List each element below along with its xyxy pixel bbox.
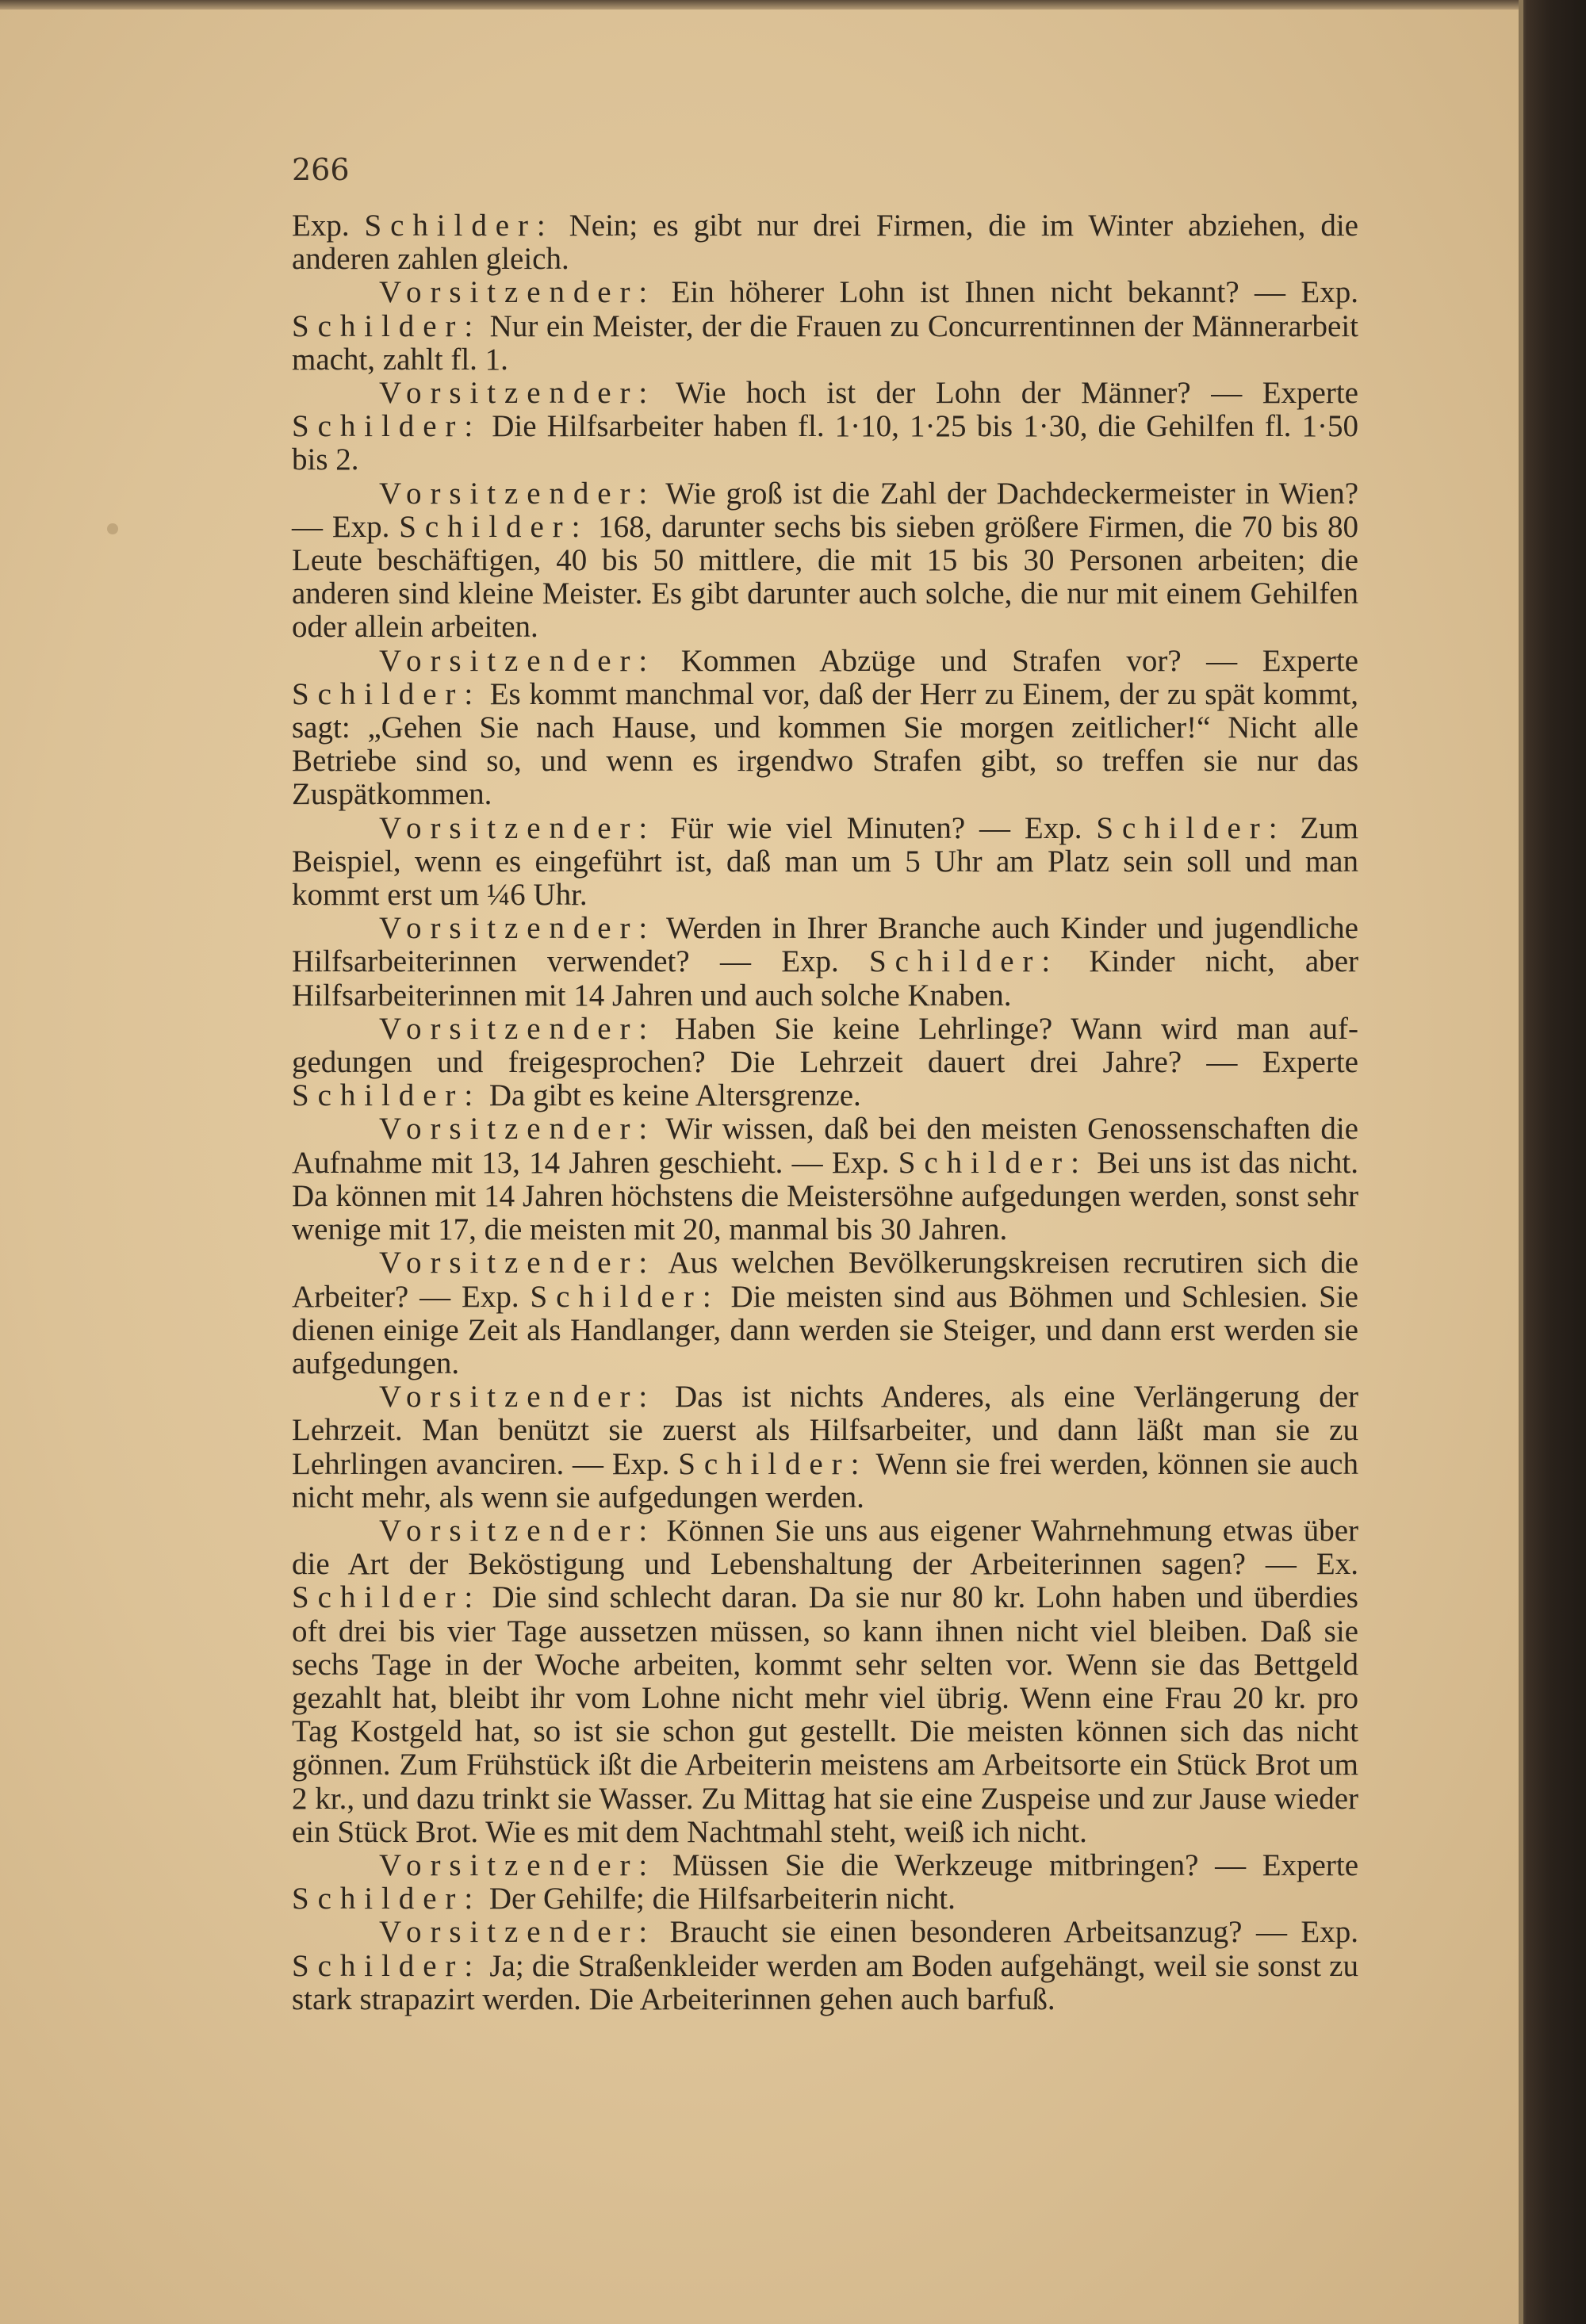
paragraph xyxy=(292,1849,1358,1916)
speaker-name: Schilder: xyxy=(869,944,1059,979)
speaker-name: Schilder: xyxy=(292,409,482,444)
paragraph xyxy=(292,1380,1358,1514)
text-segment: Wenn sie frei werden, können sie auch nicht mehr, als wenn sie aufgedungen werden. xyxy=(292,1446,1358,1514)
paragraph xyxy=(292,477,1358,645)
paragraph xyxy=(292,377,1358,477)
text-segment: Der Gehilfe; die Hilfsarbeiterin nicht. xyxy=(481,1882,956,1916)
text-segment: Kinder nicht, aber Hilfsarbeiterinnen mit 14 Jahren und auch solche Knaben. xyxy=(292,944,1358,1013)
speaker-name: Schilder: xyxy=(678,1446,868,1481)
paragraph xyxy=(292,209,1358,276)
text-segment: Haben Sie keine Lehrlinge? Wann wird man aufgedungen und freigesprochen? Die Lehrzeit dauert drei Jahre? — Experte xyxy=(292,1011,1358,1080)
text-segment: Nur ein Meister, der die Frauen zu Concurrentinnen der Männerarbeit macht, zahlt fl. 1. xyxy=(292,308,1358,377)
speaker-name: Vorsitzender: xyxy=(379,1246,657,1281)
speaker-name: Vorsitzender: xyxy=(379,1380,657,1415)
text-segment: Wie groß ist die Zahl der Dachdeckermeister in Wien? — Exp. xyxy=(292,476,1358,544)
paper-spot xyxy=(107,523,118,534)
text-segment: Braucht sie einen besonderen Arbeitsanzug? — Exp. xyxy=(656,1915,1358,1950)
paragraph xyxy=(292,276,1358,377)
text-segment: Für wie viel Minuten? — Exp. xyxy=(656,810,1097,845)
speaker-name: Schilder: xyxy=(292,1948,482,1983)
text-segment: Da gibt es keine Altersgrenze. xyxy=(481,1078,861,1113)
speaker-name: Schilder: xyxy=(530,1279,720,1314)
speaker-name: Vorsitzender: xyxy=(379,1011,657,1046)
text-segment: Ein höherer Lohn ist Ihnen nicht bekannt? — Exp. xyxy=(656,275,1358,310)
text-segment: Zum Beispiel, wenn es eingeführt ist, daß man um 5 Uhr am Platz sein soll und man kommt erst um ¼6 Uhr. xyxy=(292,810,1358,913)
book-binding xyxy=(1519,0,1586,2324)
speaker-name: Vorsitzender: xyxy=(379,911,657,946)
text-segment: Die Hilfsarbeiter haben fl. 1·10, 1·25 bis 1·30, die Gehilfen fl. 1·50 bis 2. xyxy=(292,409,1358,477)
text-segment: Werden in Ihrer Branche auch Kinder und jugendliche Hilfsarbeiterinnen verwendet? — Exp. xyxy=(292,911,1358,979)
speaker-name: Schilder: xyxy=(898,1145,1088,1180)
speaker-name: Vorsitzender: xyxy=(379,1915,657,1950)
text-segment: Nein; es gibt nur drei Firmen, die im Winter abziehen, die anderen zahlen gleich. xyxy=(292,209,1358,277)
text-segment: Ja; die Straßenkleider werden am Boden aufgehängt, weil sie sonst zu stark strapazirt werden. Die Arbeiterinnen gehen auch barfuß. xyxy=(292,1948,1358,2016)
speaker-name: Schilder: xyxy=(399,509,589,544)
paragraph xyxy=(292,645,1358,812)
text-segment: Können Sie uns aus eigener Wahrnehmung etwas über die Art der Beköstigung und Lebenshaltung der Arbeiterinnen sagen? — Ex. xyxy=(292,1513,1358,1582)
speaker-name: Vorsitzender: xyxy=(379,275,657,310)
book-page xyxy=(0,10,1519,2324)
paragraph xyxy=(292,1013,1358,1113)
text-segment: Das ist nichts Anderes, als eine Verlängerung der Lehrzeit. Man benützt sie zuerst als Hilfsarbeiter, und dann läßt man sie zu Lehrlingen avanciren. — Exp. xyxy=(292,1380,1358,1481)
text-segment: Bei uns ist das nicht. Da können mit 14 Jahren höchstens die Meistersöhne aufgedungen werden, sonst sehr wenige mit 17, die meisten mit 20, manmal bis 30 Jahren. xyxy=(292,1145,1358,1247)
speaker-name: Vorsitzender: xyxy=(379,376,657,411)
speaker-name: Schilder: xyxy=(292,1078,482,1113)
body-text xyxy=(292,209,1358,2016)
paragraph xyxy=(292,1246,1358,1380)
paragraph xyxy=(292,812,1358,913)
page-number: 266 xyxy=(292,152,350,187)
text-segment: Es kommt manchmal vor, daß der Herr zu Einem, der zu spät kommt, sagt: „Gehen Sie nach Hause, und kommen Sie morgen zeitlicher!“ Nicht alle Betriebe sind so, und wenn es irgendwo Strafen gibt, so treffen sie nur das Zuspätkommen. xyxy=(292,676,1358,812)
speaker-name: Schilder: xyxy=(292,1882,482,1916)
text-segment: Kommen Abzüge und Strafen vor? — Experte xyxy=(656,643,1358,678)
paragraph xyxy=(292,1916,1358,2016)
paragraph xyxy=(292,912,1358,1013)
speaker-name: Vorsitzender: xyxy=(379,1513,657,1548)
speaker-name: Vorsitzender: xyxy=(379,810,657,845)
speaker-name: Schilder: xyxy=(1096,810,1286,845)
speaker-name: Schilder: xyxy=(292,308,482,343)
text-segment: Wir wissen, daß bei den meisten Genossenschaften die Aufnahme mit 13, 14 Jahren geschieht. — Exp. xyxy=(292,1112,1358,1180)
text-segment: Exp. xyxy=(292,209,365,243)
speaker-name: Schilder: xyxy=(292,1580,482,1615)
speaker-name: Vorsitzender: xyxy=(379,643,657,678)
paragraph xyxy=(292,1112,1358,1246)
text-segment: Die meisten sind aus Böhmen und Schlesien. Sie dienen einige Zeit als Handlanger, dann werden sie Steiger, und dann erst werden sie aufgedungen. xyxy=(292,1279,1358,1380)
text-segment: Aus welchen Bevölkerungskreisen recrutiren sich die Arbeiter? — Exp. xyxy=(292,1246,1358,1314)
speaker-name: Schilder: xyxy=(292,676,482,711)
text-segment: 168, darunter sechs bis sieben größere Firmen, die 70 bis 80 Leute beschäftigen, 40 bis 50 mittlere, die mit 15 bis 30 Personen arbeiten; die anderen sind kleine Meister. Es gibt darunter auch solche, die nur mit einem Gehilfen oder allein arbeiten. xyxy=(292,509,1358,645)
text-segment: Müssen Sie die Werkzeuge mitbringen? — Experte xyxy=(656,1847,1358,1882)
speaker-name: Schilder: xyxy=(364,209,554,243)
text-segment: Die sind schlecht daran. Da sie nur 80 kr. Lohn haben und überdies oft drei bis vier Tage aussetzen müssen, so kann ihnen nicht viel bleiben. Daß sie sechs Tage in der Woche arbeiten, kommt sehr selten vor. Wenn sie das Bettgeld gezahlt hat, bleibt ihr vom Lohne nicht mehr viel übrig. Wenn eine Frau 20 kr. pro Tag Kostgeld hat, so ist sie schon gut gestellt. Die meisten können sich das nicht gönnen. Zum Frühstück ißt die Arbeiterin meistens am Arbeitsorte ein Stück Brot um 2 kr., und dazu trinkt sie Wasser. Zu Mittag hat sie eine Zuspeise und zur Jause wieder ein Stück Brot. Wie es mit dem Nachtmahl steht, weiß ich nicht. xyxy=(292,1580,1358,1849)
speaker-name: Vorsitzender: xyxy=(379,1112,657,1147)
text-segment: Wie hoch ist der Lohn der Männer? — Experte xyxy=(656,376,1358,411)
page-top-edge xyxy=(0,0,1519,10)
speaker-name: Vorsitzender: xyxy=(379,1847,657,1882)
paragraph xyxy=(292,1514,1358,1849)
speaker-name: Vorsitzender: xyxy=(379,476,657,511)
